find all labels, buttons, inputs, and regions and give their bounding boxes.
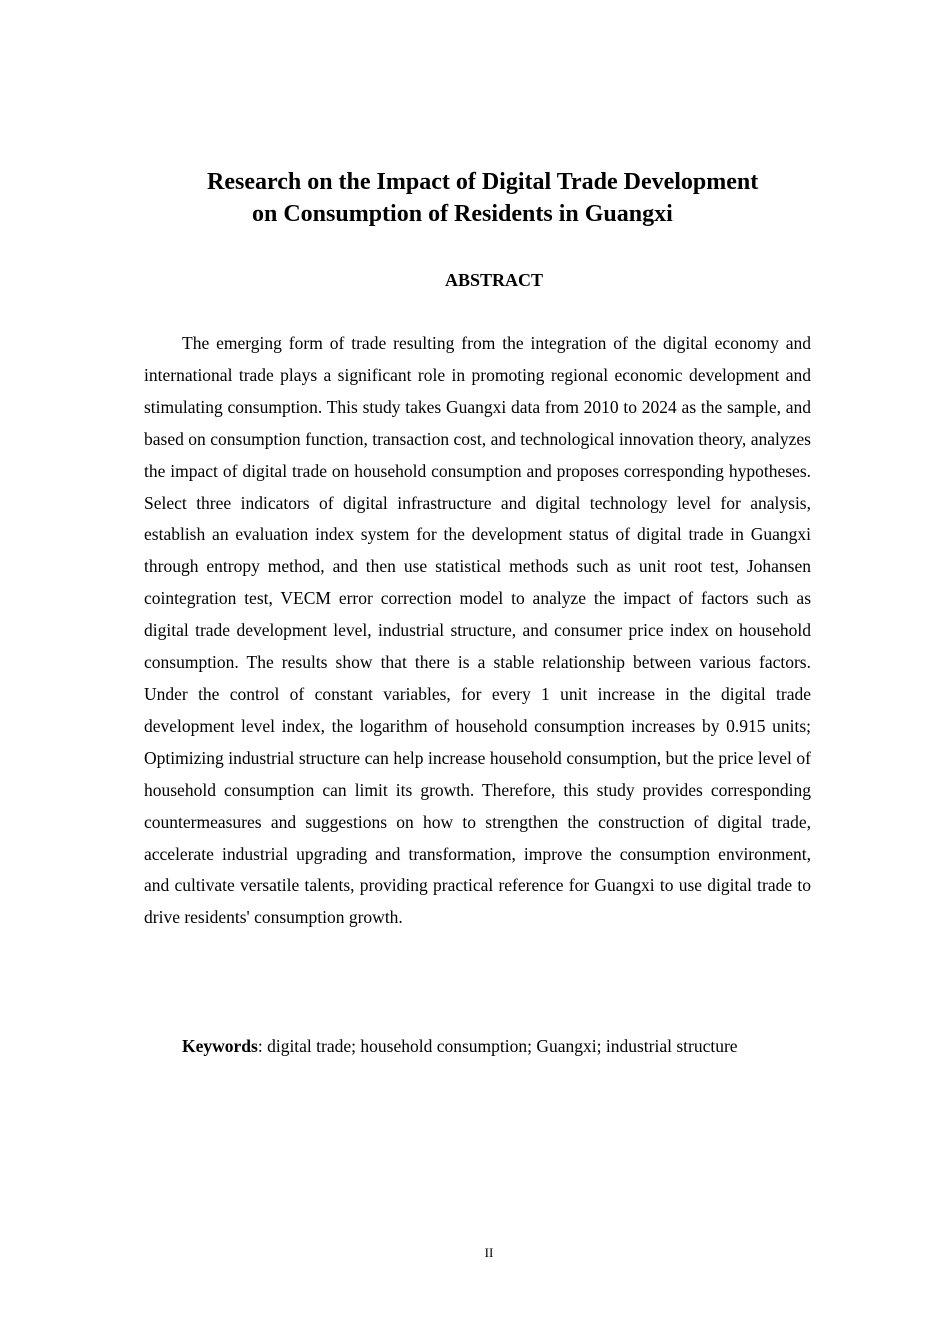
keywords-line [144, 1030, 811, 1062]
keywords-label: Keywords [182, 1036, 258, 1056]
page-number: II [484, 1245, 494, 1260]
paper-title [144, 166, 844, 230]
abstract-heading [144, 268, 844, 292]
abstract-heading-text: ABSTRACT [444, 270, 544, 290]
paper-title-line-2: on Consumption of Residents in Guangxi [252, 201, 673, 227]
keywords-separator: : [257, 1036, 268, 1056]
paper-title-line-1: Research on the Impact of Digital Trade Development [207, 169, 759, 195]
keywords-text: digital trade; household consumption; Guangxi; industrial structure [267, 1036, 738, 1056]
abstract-body: The emerging form of trade resulting from the integration of the digital economy and international trade plays a significant role in promoting regional economic development and stimulating consumption. This study takes Guangxi data from 2010 to 2024 as the sample, and based on consumption function, transaction cost, and technological innovation theory, analyzes the impact of digital trade on household consumption and proposes corresponding hypotheses. Select three indicators of digital infrastructure and digital technology level for analysis, establish an evaluation index system for the development status of digital trade in Guangxi through entropy method, and then use statistical methods such as unit root test, Johansen cointegration test, VECM error correction model to analyze the impact of factors such as digital trade development level, industrial structure, and consumer price index on household consumption. The results show that there is a stable relationship between various factors. Under the control of constant variables, for every 1 unit increase in the digital trade development level index, the logarithm of household consumption increases by 0.915 units; Optimizing industrial structure can help increase household consumption, but the price level of household consumption can limit its growth. Therefore, this study provides corresponding countermeasures and suggestions on how to strengthen the construction of digital trade, accelerate industrial upgrading and transformation, improve the consumption environment, and cultivate versatile talents, providing practical reference for Guangxi to use digital trade to drive residents' consumption growth. [144, 333, 811, 928]
